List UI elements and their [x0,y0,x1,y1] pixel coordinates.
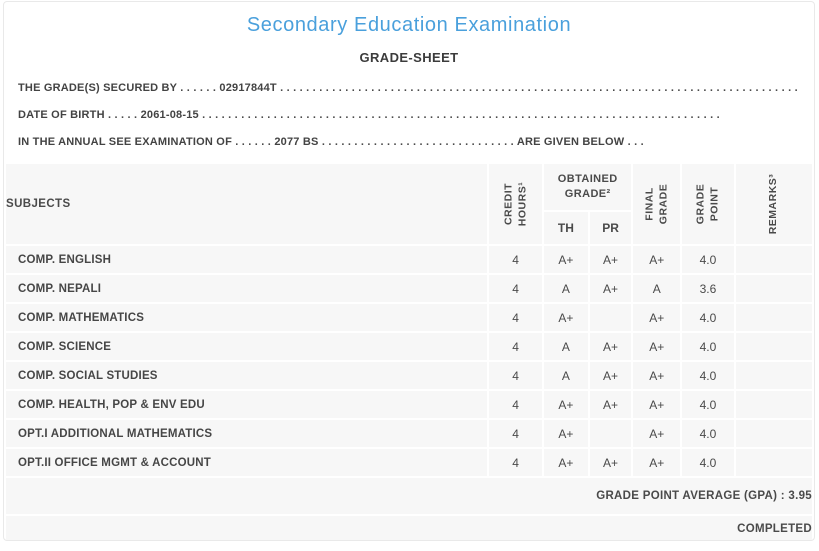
remarks-cell [736,420,812,447]
dot-leader: . . . . . . . . . . . . . . . . . . . . . . . . . . . . . . . . . . . . . . . . . . . . . . . . . . . . . . . . . . . . . . . . . . . . . . . . . . . . . . . . [280,82,798,94]
credit-hours-cell: 4 [489,304,542,331]
credit-hours-line: HOURS¹ [515,181,528,227]
th-grade-cell: A [544,333,588,360]
symbol-number-value: 02917844T [219,82,277,94]
th-grade-cell: A+ [544,391,588,418]
th-grade-cell: A+ [544,246,588,273]
remarks-cell [736,362,812,389]
table-row [6,362,812,389]
grade-point-cell: 4.0 [682,362,734,389]
grade-point-cell: 4.0 [682,246,734,273]
subject-cell: OPT.I ADDITIONAL MATHEMATICS [6,420,487,447]
sheet-subtitle: GRADE-SHEET [359,50,459,65]
final-grade-cell: A+ [633,333,680,360]
dot-leader: . . . [627,136,644,148]
dot-leader: . . . . . . [180,82,217,94]
gpa-label: GRADE POINT AVERAGE (GPA) : [596,490,785,502]
secured-by-label: THE GRADE(S) SECURED BY [18,82,178,94]
credit-hours-cell: 4 [489,420,542,447]
gpa-row [6,478,812,514]
pr-grade-cell [590,304,632,331]
col-header-th: TH [544,212,588,244]
final-grade-cell: A+ [633,449,680,476]
grade-point-cell: 4.0 [682,449,734,476]
final-grade-cell: A+ [633,246,680,273]
exam-label: IN THE ANNUAL SEE EXAMINATION OF [18,136,232,148]
table-row [6,391,812,418]
table-row [6,275,812,302]
dot-leader: . . . . . . . . . . . . . . . . . . . . . . . . . . . . . . . . . . . . . . . . . . . . . . . . . . . . . . . . . . . . . . . . . . . . . . . . . . . . . . . . [202,109,720,121]
col-header-final-grade [633,164,680,244]
th-grade-cell: A+ [544,304,588,331]
subject-cell: COMP. MATHEMATICS [6,304,487,331]
status-row [6,516,812,541]
dob-label: DATE OF BIRTH [18,109,105,121]
grade-point-line: POINT [707,186,720,222]
subject-cell: COMP. SCIENCE [6,333,487,360]
credit-hours-rotated-label [502,182,529,226]
col-header-obtained-grade: OBTAINED GRADE² [544,164,631,210]
info-line-examination [18,129,800,156]
page-title: Secondary Education Examination [246,14,572,36]
grades-table [4,162,814,541]
dot-leader: . . . . . . . . . . . . . . . . . . . . . . . . . . . . . . [321,136,514,148]
info-line-secured-by [18,75,800,102]
final-grade-cell: A+ [633,362,680,389]
completion-status: COMPLETED [6,516,812,541]
credit-hours-cell: 4 [489,391,542,418]
subject-cell: COMP. NEPALI [6,275,487,302]
grade-point-cell: 4.0 [682,304,734,331]
table-header-row [6,164,812,210]
exam-year-value: 2077 BS [274,136,319,148]
final-grade-cell: A+ [633,420,680,447]
col-header-remarks [736,164,812,244]
grade-sheet-card [3,1,815,541]
remarks-cell [736,246,812,273]
final-grade-cell: A+ [633,391,680,418]
gpa-value: 3.95 [788,490,812,502]
th-grade-cell: A+ [544,449,588,476]
subject-cell: COMP. SOCIAL STUDIES [6,362,487,389]
grade-point-cell: 3.6 [682,275,734,302]
final-grade-cell: A+ [633,304,680,331]
table-row [6,246,812,273]
info-line-date-of-birth [18,102,800,129]
gpa-cell [6,478,812,514]
pr-grade-cell [590,420,632,447]
grade-point-line: GRADE [694,183,707,225]
col-header-grade-point [682,164,734,244]
grade-point-rotated-label [694,184,721,224]
col-header-pr: PR [590,212,632,244]
final-grade-line: FINAL [643,187,656,221]
table-row [6,420,812,447]
credit-hours-cell: 4 [489,333,542,360]
pr-grade-cell: A+ [590,391,632,418]
remarks-cell [736,304,812,331]
credit-hours-cell: 4 [489,246,542,273]
subject-cell: COMP. ENGLISH [6,246,487,273]
table-row [6,333,812,360]
exam-suffix: ARE GIVEN BELOW [516,136,625,148]
col-header-credit-hours [489,164,542,244]
pr-grade-cell: A+ [590,449,632,476]
dot-leader: . . . . . [108,109,138,121]
pr-grade-cell: A+ [590,362,632,389]
col-header-subjects: SUBJECTS [6,164,487,244]
final-grade-line: GRADE [656,183,669,225]
grade-point-cell: 4.0 [682,420,734,447]
final-grade-cell: A [633,275,680,302]
remarks-line: REMARKS³ [767,173,780,235]
credit-hours-cell: 4 [489,275,542,302]
credit-hours-cell: 4 [489,362,542,389]
remarks-rotated-label [767,174,781,235]
final-grade-rotated-label [643,184,670,224]
credit-hours-line: CREDIT [502,182,514,226]
dob-value: 2061-08-15 [140,109,199,121]
th-grade-cell: A [544,362,588,389]
subject-cell: COMP. HEALTH, POP & ENV EDU [6,391,487,418]
remarks-cell [736,333,812,360]
pr-grade-cell: A+ [590,333,632,360]
credit-hours-cell: 4 [489,449,542,476]
table-row [6,304,812,331]
dot-leader: . . . . . . [235,136,272,148]
candidate-info [18,75,800,156]
pr-grade-cell: A+ [590,275,632,302]
grade-point-cell: 4.0 [682,333,734,360]
table-row [6,449,812,476]
th-grade-cell: A+ [544,420,588,447]
remarks-cell [736,449,812,476]
grade-point-cell: 4.0 [682,391,734,418]
remarks-cell [736,275,812,302]
remarks-cell [736,391,812,418]
subject-cell: OPT.II OFFICE MGMT & ACCOUNT [6,449,487,476]
th-grade-cell: A [544,275,588,302]
pr-grade-cell: A+ [590,246,632,273]
